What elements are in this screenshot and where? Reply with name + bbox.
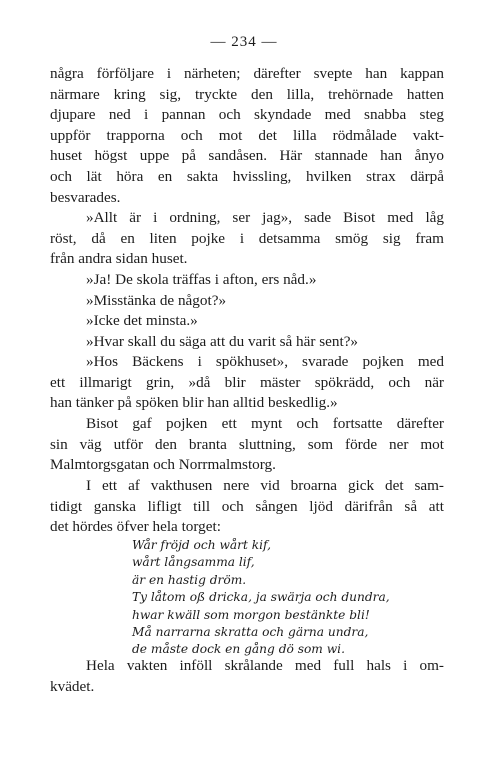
text-line: kvädet. [50, 677, 95, 695]
verse-line: wårt långsamma lif, [132, 555, 255, 570]
paragraph-5 [50, 476, 444, 538]
text-line: han tänker på spöken blir han alltid beskedlig.» [50, 394, 338, 412]
page-number: — 234 — [210, 34, 278, 50]
text-line: »Allt är i ordning, ser jag», sade Bisot med låg [86, 209, 444, 226]
text-line: Hela vakten inföll skrålande med full hals i om- [86, 657, 444, 674]
verse-line: hwar kwäll som morgon bestänkte bli! [132, 607, 370, 622]
dialogue-block [50, 270, 444, 352]
closing-paragraph [50, 656, 444, 697]
text-line: det hördes öfver hela torget: [50, 518, 221, 536]
paragraph-1 [50, 64, 444, 208]
text-line: besvarades. [50, 188, 121, 206]
text-line: huset högst uppe på sandåsen. Här stannade han ånyo [50, 147, 444, 165]
verse-line: de måste dock en gång dö som wi. [132, 642, 345, 657]
text-line: sin väg utför den branta sluttning, som förde ner mot [50, 435, 444, 453]
text-line: Malmtorgsgatan och Norrmalmstorg. [50, 456, 276, 474]
dialogue-line: »Hvar skall du säga att du varit så här sent?» [86, 332, 359, 350]
verse-line: Wår fröjd och wårt kif, [132, 538, 271, 552]
verse-line: Må narrarna skratta och gärna undra, [132, 624, 369, 639]
text-line: »Hos Bäckens i spökhuset», svarade pojken med [86, 353, 444, 370]
dialogue-line: »Misstänka de något?» [86, 291, 227, 309]
text-line: några förföljare i närheten; därefter svepte han kappan [50, 65, 444, 82]
text-line: och lät höra en sakta hvissling, hvilken strax därpå [50, 167, 444, 185]
text-line: närmare kring sig, tryckte den lilla, trehörnade hatten [50, 85, 444, 103]
text-line: ett illmarigt grin, »då blir mäster spökrädd, och när [50, 373, 444, 391]
verse-line: Ty låtom oß dricka, ja swärja och dundra, [132, 590, 390, 605]
dialogue-line: »Icke det minsta.» [86, 312, 198, 330]
paragraph-2 [50, 208, 444, 270]
text-line: från andra sidan huset. [50, 250, 188, 268]
text-line: I ett af vakthusen nere vid broarna gick det sam- [86, 477, 444, 494]
dialogue-line: »Ja! De skola träffas i afton, ers nåd.» [86, 271, 317, 288]
text-line: röst, då en liten pojke i detsamma smög sig fram [50, 229, 444, 247]
text-line: Bisot gaf pojken ett mynt och fortsatte därefter [86, 415, 444, 432]
verse-block [132, 537, 432, 659]
text-line: uppför trapporna och mot det lilla rödmålade vakt- [50, 126, 444, 144]
paragraph-3 [50, 352, 444, 414]
verse-line: är en hastig dröm. [132, 572, 247, 587]
text-line: djupare ned i pannan och skyndade med snabba steg [50, 106, 444, 124]
paragraph-4 [50, 414, 444, 476]
text-line: tidigt ganska lifligt till och sången ljöd därifrån så att [50, 497, 444, 515]
